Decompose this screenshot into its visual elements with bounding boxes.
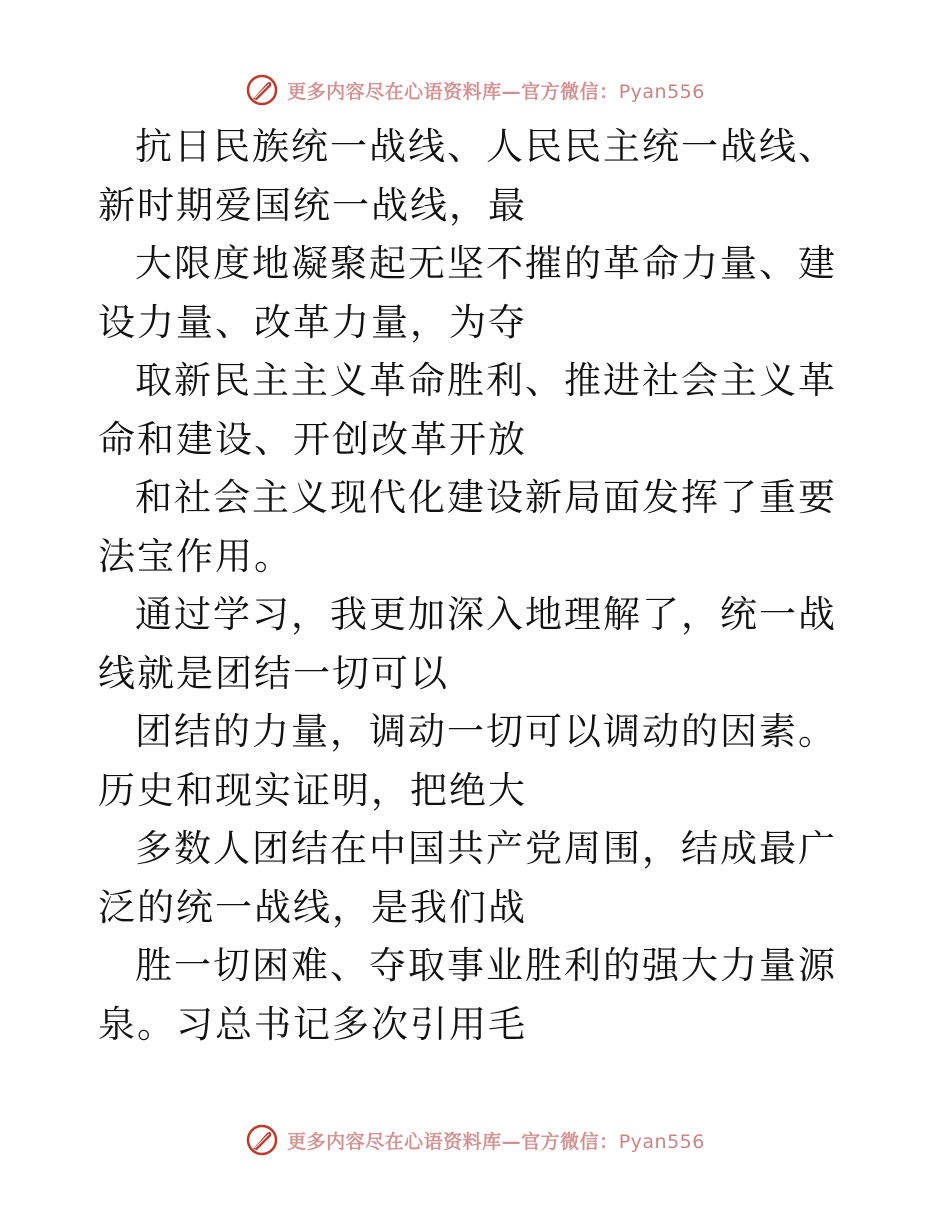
body-paragraph: 和社会主义现代化建设新局面发挥了重要法宝作用。	[98, 476, 837, 578]
body-paragraph: 取新民主主义革命胜利、推进社会主义革命和建设、开创改革开放	[98, 359, 837, 461]
banner-main: 更多内容尽在心语资料库	[287, 1130, 502, 1153]
banner-text	[287, 77, 705, 104]
footer-banner	[0, 1120, 950, 1160]
banner-official: 官方微信：	[521, 1130, 619, 1153]
banner-dash: —	[501, 80, 522, 103]
banner-dash: —	[501, 1130, 522, 1153]
header-banner	[0, 70, 950, 110]
banner-wechat-id: Pyan556	[618, 1130, 705, 1153]
body-paragraph: 多数人团结在中国共产党周围，结成最广泛的统一战线，是我们战	[98, 827, 837, 929]
banner-text	[287, 1127, 705, 1154]
banner-official: 官方微信：	[521, 80, 619, 103]
body-paragraph: 团结的力量，调动一切可以调动的因素。历史和现实证明，把绝大	[98, 710, 837, 812]
banner-main: 更多内容尽在心语资料库	[287, 80, 502, 103]
banner-wechat-id: Pyan556	[618, 80, 705, 103]
document-body	[98, 118, 858, 1054]
body-paragraph: 大限度地凝聚起无坚不摧的革命力量、建设力量、改革力量，为夺	[98, 242, 837, 344]
body-paragraph: 抗日民族统一战线、人民民主统一战线、新时期爱国统一战线，最	[98, 125, 837, 227]
body-paragraph: 胜一切困难、夺取事业胜利的强大力量源泉。习总书记多次引用毛	[98, 944, 837, 1046]
body-paragraph: 通过学习，我更加深入地理解了，统一战线就是团结一切可以	[98, 593, 837, 695]
feather-pen-emblem-icon	[245, 73, 279, 107]
feather-pen-emblem-icon	[245, 1123, 279, 1157]
